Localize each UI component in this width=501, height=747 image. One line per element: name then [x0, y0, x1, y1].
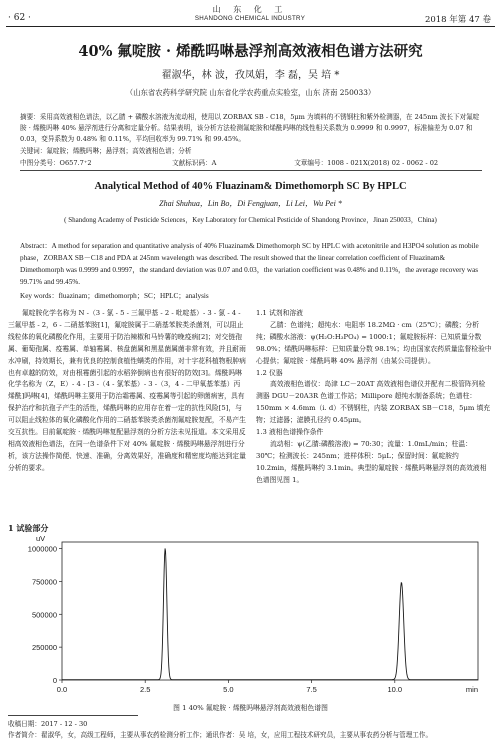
classification-line	[20, 157, 482, 167]
title-cn: 40% 氟啶胺 · 烯酰吗啉悬浮剂高效液相色谱方法研究	[78, 43, 423, 60]
paragraph-reagents: 乙腈：色谱纯；超纯水：电阻率 18.2MΩ · cm（25℃）；磷酸；分析纯；磷酸水溶液：ψ(H₂O:H₃PO₄) = 1000:1；氟啶胺标样：已知质量分数 98.0%；烯酰吗啉标样：已知质量分数 98.1%；均由国家农药质量监督检验中心提供；氟啶胺 · 烯酰吗啉 40% 悬浮剂（由某公司提供）。	[256, 320, 492, 365]
x-tick-label: 10.0	[387, 685, 403, 694]
header-rule	[6, 26, 495, 27]
x-tick-label: 5.0	[223, 685, 234, 694]
authors-cn: 翟淑华，林 波，孜凤娟，李 磊，吴 培 *	[161, 70, 340, 81]
y-tick-label: 0	[52, 676, 57, 685]
y-tick-label: 1000000	[27, 544, 57, 554]
author-bio: 作者简介：翟淑华，女，高级工程师，主要从事农药检测分析工作；通讯作者：吴 培，女，应用工程技术研究员，主要从事农药分析与管理工作。	[8, 730, 433, 739]
plot-frame	[62, 542, 478, 680]
doc-code: 文献标识码：A	[172, 159, 217, 167]
x-axis-label: min	[465, 685, 478, 694]
abstract-cn: 摘要：采用高效液相色谱法，以乙腈 + 磷酸水溶液为流动相，使用以 ZORBAX SB - C18，5μm 为填料的不锈钢柱和紫外检测器，在 245nm 波长下对氟啶胺 · 烯酰吗啉 40% 悬浮剂进行分离和定量分析。结果表明，该分析方法检测氟啶胺和烯酰吗啉的线性相关系数为 0.9999 和 0.9997，标准偏差为 0.07 和 0.03，变异系数为 0.48% 和 0.11%，平均回收率为 99.71% 和 99.45%。	[20, 113, 480, 143]
y-tick-label: 250000	[31, 643, 57, 653]
authors-en: Zhai Shuhua，Lin Bo，Di Fengjuan，Li Lei，Wu Pei *	[159, 199, 342, 208]
subsection-1-2: 1.2 仪器	[256, 368, 283, 377]
subsection-1-3: 1.3 液相色谱操作条件	[256, 428, 324, 437]
footnote-rule	[8, 715, 138, 716]
y-axis-label: uV	[36, 534, 46, 543]
section-heading-1: 1 试验部分	[8, 523, 49, 533]
page-number: · 62 ·	[8, 13, 31, 23]
journal-header	[150, 4, 350, 22]
journal-name-en: SHANDONG CHEMICAL INDUSTRY	[194, 15, 306, 22]
keywords-cn: 关键词：氟啶胺；烯酰吗啉；悬浮剂；高效液相色谱；分析	[20, 147, 192, 155]
body-left-column: 氟啶胺化学名称为 N -（3 - 氯 - 5 - 三氟甲基 - 2 - 吡啶基）- 3 - 氯 - 4 - 三氟甲基 - 2，6 - 二硝基苯胺[1]，氟啶胺属于二硝基苯胺类杀菌剂，可以阻止线粒体的氧化磷酸化作用，主要用于防治辣椒和马铃薯的晚疫病[2]；对交链孢属、葡萄孢属、疫霉属、单轴霉属、核盘菌属和黑星菌属菌非常有效，并且耐雨水冲刷，持效期长，兼有优良的控制食植性螨类的作用，对十字花科植物根肿病也有卓越的防效，对由根霉菌引起的水稻猝倒病也有很好的防效[3]。烯酰吗啉化学名称为（Z，E）- 4 - [3 -（4 - 氯苯基）- 3 -（3，4 - 二甲氧基苯基）丙烯酰]吗啉[4]，烯酰吗啉主要用于防治霜霉属、疫霉属等引起的卵菌病害，具有保护治疗和抗孢子产生的活性，烯酰吗啉的应用存在着一定的抗性风险[5]，与可以阻止线粒体的氧化磷酸化作用的二硝基苯胺类杀菌剂氟啶胺复配，不易产生交互抗性。目前氟啶胺 · 烯酰吗啉复配悬浮剂的分析方法未见报道。本文采用反相高效液相色谱法，在同一色谱条件下对 40% 氟啶胺 · 烯酰吗啉悬浮剂进行分析，该方法操作简便、快速、准确，分离效果好，准确度和精密度均能达到定量分析的要求。	[8, 309, 246, 472]
keywords-en: Key words：fluazinam；dimethomorph；SC；HPLC；analysis	[20, 292, 209, 300]
affiliation-cn: （山东省农药科学研究院 山东省化学农药重点实验室，山东 济南 250033）	[125, 88, 376, 97]
affiliation-en: ( Shandong Academy of Pesticide Sciences，Key Laboratory for Chemical Pesticide of Shandong Province，Jinan 250033，China)	[64, 216, 437, 224]
abstract-en: Abstract：A method for separation and quantitative analysis of 40% Fluazinam& Dimethomorph SC by HPLC with acetonitrile and H3PO4 solution as mobile phase，ZORBAX SB－C18 and PDA at 245nm wavelength was described. The result showed that the linear correlation coefficient of Fluazinam& Dimethomorph was 0.9999 and 0.9997，the standard deviation was 0.07 and 0.03，the variation coefficient was 0.48% and 0.11%，the average recovery was 99.71% and 99.45%.	[20, 242, 479, 286]
figure-caption: 图 1 40% 氟啶胺 · 烯酰吗啉悬浮剂高效液相色谱图	[173, 704, 328, 712]
chromatogram-chart	[0, 532, 501, 700]
journal-name-cn: 山 东 化 工	[212, 5, 288, 14]
body-right-column	[256, 308, 492, 487]
y-tick-label: 750000	[31, 577, 57, 587]
paragraph-conditions: 流动相：ψ(乙腈:磷酸溶液) = 70:30；流量：1.0mL/min；柱温：30℃；检测波长：245nm；进样体积：5μL；保留时间：氟啶胺约 10.2min，烯酰吗啉约 3.1min。典型的氟啶胺 · 烯酰吗啉悬浮剂的高效液相色谱图见图 1。	[256, 439, 487, 484]
x-tick-label: 7.5	[306, 685, 317, 694]
issue-info: 2018 年第 47 卷	[424, 15, 491, 25]
y-tick-label: 500000	[31, 610, 57, 620]
paragraph-instruments: 高效液相色谱仪：岛津 LC－20AT 高效液相色谱仪并配有二极管阵列检测器 DGU－20A3R 色谱工作站；Millipore 超纯水制备系统；色谱柱：150mm × 4.6mm（i. d）不锈钢柱，内装 ZORBAX SB－C18，5μm 填充物；过滤器；滤膜孔径约 0.45μm。	[256, 380, 491, 425]
received-date: 收稿日期：2017 - 12 - 30	[8, 720, 88, 728]
x-tick-label: 0.0	[56, 685, 68, 694]
clc-number: 中图分类号：O657.7⁺2	[20, 159, 92, 167]
footnote	[8, 719, 494, 740]
title-en: Analytical Method of 40% Fluazinam& Dimethomorph SC By HPLC	[94, 181, 407, 192]
chromatogram-trace	[62, 548, 478, 679]
x-tick-label: 2.5	[139, 685, 151, 694]
section-rule	[20, 170, 482, 171]
article-number: 文章编号：1008 - 021X(2018) 02 - 0062 - 02	[294, 159, 439, 167]
subsection-1-1: 1.1 试剂和溶液	[256, 309, 303, 317]
